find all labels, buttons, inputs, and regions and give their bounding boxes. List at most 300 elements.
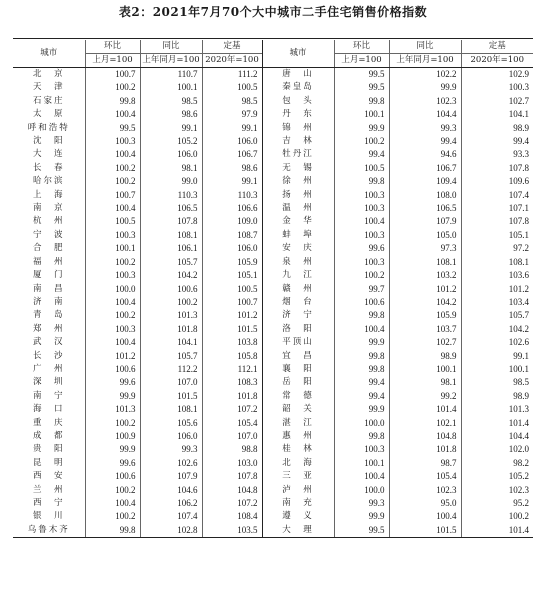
left-mom-cell: 100.4 xyxy=(85,148,140,161)
right-mom-cell: 99.8 xyxy=(334,430,389,443)
table-row xyxy=(13,148,533,161)
header-base-sub-right: 2020年=100 xyxy=(461,54,533,68)
table-row xyxy=(13,376,533,389)
left-mom-cell: 99.5 xyxy=(85,122,140,135)
right-base-cell: 99.1 xyxy=(461,350,533,363)
right-mom-cell: 100.2 xyxy=(334,135,389,148)
right-city-cell: 锦 州 xyxy=(262,122,334,135)
right-yoy-cell: 103.2 xyxy=(389,269,461,282)
left-yoy-cell: 102.8 xyxy=(140,524,202,537)
left-mom-cell: 100.2 xyxy=(85,81,140,94)
right-city-cell: 北 海 xyxy=(262,457,334,470)
left-mom-cell: 100.4 xyxy=(85,497,140,510)
right-yoy-cell: 94.6 xyxy=(389,148,461,161)
right-yoy-cell: 104.4 xyxy=(389,108,461,121)
left-yoy-cell: 101.5 xyxy=(140,390,202,403)
table-row xyxy=(13,350,533,363)
right-mom-cell: 100.4 xyxy=(334,323,389,336)
left-yoy-cell: 106.0 xyxy=(140,430,202,443)
right-city-cell: 宜 昌 xyxy=(262,350,334,363)
left-mom-cell: 100.7 xyxy=(85,68,140,82)
left-yoy-cell: 106.2 xyxy=(140,497,202,510)
left-base-cell: 106.0 xyxy=(202,135,262,148)
right-base-cell: 107.4 xyxy=(461,189,533,202)
table-row xyxy=(13,269,533,282)
header-base-sub-left: 2020年=100 xyxy=(202,54,262,68)
left-city-cell: 银 川 xyxy=(32,511,65,522)
left-base-cell: 100.5 xyxy=(202,283,262,296)
left-base-cell: 105.9 xyxy=(202,256,262,269)
left-city-cell: 西 宁 xyxy=(32,498,65,508)
left-yoy-cell: 105.2 xyxy=(140,135,202,148)
right-mom-cell: 100.3 xyxy=(334,229,389,242)
left-base-cell: 99.1 xyxy=(202,122,262,135)
left-city-cell: 厦 门 xyxy=(32,270,65,281)
right-base-cell: 100.2 xyxy=(461,510,533,523)
right-base-cell: 101.4 xyxy=(461,417,533,430)
right-mom-cell: 100.3 xyxy=(334,256,389,269)
left-city-cell: 合 肥 xyxy=(32,243,65,254)
left-city-cell: 南 昌 xyxy=(32,283,65,294)
left-yoy-cell: 100.6 xyxy=(140,283,202,296)
right-city-cell: 包 头 xyxy=(262,95,334,108)
right-mom-cell: 99.6 xyxy=(334,242,389,255)
left-city-cell: 石家庄 xyxy=(32,95,65,106)
right-base-cell: 107.1 xyxy=(461,202,533,215)
right-mom-cell: 99.4 xyxy=(334,390,389,403)
left-city-cell: 重 庆 xyxy=(32,417,65,428)
left-city-cell: 福 州 xyxy=(32,256,65,267)
right-yoy-cell: 101.5 xyxy=(389,524,461,537)
right-mom-cell: 100.2 xyxy=(334,269,389,282)
left-city-cell: 深 圳 xyxy=(32,377,65,388)
table-row xyxy=(13,122,533,135)
right-base-cell: 102.0 xyxy=(461,443,533,456)
left-city-cell: 呼和浩特 xyxy=(27,122,70,133)
table-row xyxy=(13,68,533,82)
left-yoy-cell: 99.1 xyxy=(140,122,202,135)
table-bottom-rule xyxy=(13,537,533,538)
left-city-cell: 昆 明 xyxy=(32,457,65,468)
right-mom-cell: 99.8 xyxy=(334,95,389,108)
left-city-cell: 杭 州 xyxy=(32,216,65,227)
left-base-cell: 101.5 xyxy=(202,323,262,336)
right-base-cell: 104.1 xyxy=(461,108,533,121)
left-mom-cell: 100.3 xyxy=(85,323,140,336)
right-mom-cell: 99.8 xyxy=(334,175,389,188)
left-city-cell: 沈 阳 xyxy=(32,136,65,147)
left-yoy-cell: 101.8 xyxy=(140,323,202,336)
right-city-cell: 徐 州 xyxy=(262,175,334,188)
left-yoy-cell: 105.6 xyxy=(140,417,202,430)
left-yoy-cell: 105.7 xyxy=(140,350,202,363)
left-base-cell: 103.5 xyxy=(202,524,262,537)
right-mom-cell: 100.1 xyxy=(334,108,389,121)
left-yoy-cell: 112.2 xyxy=(140,363,202,376)
right-city-cell: 南 充 xyxy=(262,497,334,510)
right-mom-cell: 99.9 xyxy=(334,510,389,523)
right-city-cell: 蚌 埠 xyxy=(262,229,334,242)
left-mom-cell: 100.2 xyxy=(85,510,140,523)
left-city-cell: 兰 州 xyxy=(32,484,65,495)
left-yoy-cell: 107.4 xyxy=(140,510,202,523)
left-city-cell: 哈尔滨 xyxy=(32,176,65,187)
right-yoy-cell: 100.4 xyxy=(389,510,461,523)
right-city-cell: 唐 山 xyxy=(262,68,334,82)
right-yoy-cell: 104.8 xyxy=(389,430,461,443)
right-city-cell: 烟 台 xyxy=(262,296,334,309)
left-yoy-cell: 107.0 xyxy=(140,376,202,389)
right-base-cell: 95.2 xyxy=(461,497,533,510)
left-yoy-cell: 104.2 xyxy=(140,269,202,282)
left-mom-cell: 100.3 xyxy=(85,269,140,282)
left-mom-cell: 100.7 xyxy=(85,189,140,202)
right-base-cell: 103.6 xyxy=(461,269,533,282)
table-row xyxy=(13,417,533,430)
right-base-cell: 105.2 xyxy=(461,470,533,483)
table-row xyxy=(13,108,533,121)
left-base-cell: 109.0 xyxy=(202,215,262,228)
table-row xyxy=(13,510,533,523)
right-mom-cell: 99.3 xyxy=(334,497,389,510)
left-mom-cell: 100.9 xyxy=(85,430,140,443)
header-yoy-sub-right: 上年同月=100 xyxy=(389,54,461,68)
table-row xyxy=(13,95,533,108)
right-yoy-cell: 100.1 xyxy=(389,363,461,376)
table-row xyxy=(13,524,533,537)
right-mom-cell: 99.4 xyxy=(334,148,389,161)
left-city-cell: 海 口 xyxy=(32,404,65,415)
table-row xyxy=(13,283,533,296)
left-mom-cell: 100.2 xyxy=(85,484,140,497)
left-mom-cell: 100.4 xyxy=(85,336,140,349)
left-yoy-cell: 110.7 xyxy=(140,68,202,82)
left-base-cell: 97.9 xyxy=(202,108,262,121)
left-mom-cell: 100.5 xyxy=(85,215,140,228)
right-mom-cell: 99.5 xyxy=(334,68,389,82)
left-city-cell: 济 南 xyxy=(32,296,65,307)
right-mom-cell: 100.3 xyxy=(334,189,389,202)
left-mom-cell: 100.2 xyxy=(85,256,140,269)
left-base-cell: 107.0 xyxy=(202,430,262,443)
left-city-cell: 长 沙 xyxy=(32,350,65,361)
left-base-cell: 106.7 xyxy=(202,148,262,161)
left-mom-cell: 99.8 xyxy=(85,95,140,108)
right-base-cell: 104.2 xyxy=(461,323,533,336)
left-city-cell: 宁 波 xyxy=(32,229,65,240)
right-base-cell: 101.3 xyxy=(461,403,533,416)
left-base-cell: 103.8 xyxy=(202,336,262,349)
left-yoy-cell: 98.6 xyxy=(140,108,202,121)
right-city-cell: 遵 义 xyxy=(262,510,334,523)
right-base-cell: 103.4 xyxy=(461,296,533,309)
header-city-left: 城市 xyxy=(13,40,85,68)
table-row xyxy=(13,443,533,456)
right-base-cell: 102.7 xyxy=(461,95,533,108)
left-base-cell: 104.8 xyxy=(202,484,262,497)
right-mom-cell: 99.9 xyxy=(334,336,389,349)
right-base-cell: 102.9 xyxy=(461,68,533,82)
left-yoy-cell: 98.5 xyxy=(140,95,202,108)
right-city-cell: 泸 州 xyxy=(262,484,334,497)
left-base-cell: 106.0 xyxy=(202,242,262,255)
table-row xyxy=(13,229,533,242)
left-yoy-cell: 102.6 xyxy=(140,457,202,470)
right-city-cell: 温 州 xyxy=(262,202,334,215)
left-yoy-cell: 108.1 xyxy=(140,229,202,242)
right-mom-cell: 100.0 xyxy=(334,417,389,430)
left-base-cell: 98.8 xyxy=(202,443,262,456)
header-mom-right: 环比 xyxy=(334,40,389,54)
right-city-cell: 常 德 xyxy=(262,390,334,403)
right-city-cell: 无 锡 xyxy=(262,162,334,175)
right-city-cell: 九 江 xyxy=(262,269,334,282)
table-row xyxy=(13,81,533,94)
left-city-cell: 天 津 xyxy=(32,82,65,93)
left-base-cell: 98.5 xyxy=(202,95,262,108)
left-base-cell: 101.8 xyxy=(202,390,262,403)
right-city-cell: 安 庆 xyxy=(262,242,334,255)
left-city-cell: 长 春 xyxy=(32,162,65,173)
left-mom-cell: 99.6 xyxy=(85,376,140,389)
right-base-cell: 100.3 xyxy=(461,81,533,94)
left-mom-cell: 100.4 xyxy=(85,202,140,215)
left-base-cell: 107.2 xyxy=(202,403,262,416)
header-yoy-sub-left: 上年同月=100 xyxy=(140,54,202,68)
left-city-cell: 武 汉 xyxy=(32,337,65,348)
right-city-cell: 泉 州 xyxy=(262,256,334,269)
table-row xyxy=(13,202,533,215)
header-base-left: 定基 xyxy=(202,40,262,54)
right-base-cell: 105.1 xyxy=(461,229,533,242)
left-base-cell: 105.1 xyxy=(202,269,262,282)
left-base-cell: 111.2 xyxy=(202,68,262,82)
left-city-cell: 广 州 xyxy=(32,363,65,374)
table-row xyxy=(13,363,533,376)
left-yoy-cell: 110.3 xyxy=(140,189,202,202)
left-base-cell: 98.6 xyxy=(202,162,262,175)
right-mom-cell: 100.6 xyxy=(334,296,389,309)
right-base-cell: 102.6 xyxy=(461,336,533,349)
left-base-cell: 100.7 xyxy=(202,296,262,309)
right-yoy-cell: 95.0 xyxy=(389,497,461,510)
left-city-cell: 贵 阳 xyxy=(32,444,65,455)
left-base-cell: 105.8 xyxy=(202,350,262,363)
table-row xyxy=(13,323,533,336)
header-yoy-right: 同比 xyxy=(389,40,461,54)
left-city-cell: 太 原 xyxy=(32,109,65,120)
left-city-cell: 南 宁 xyxy=(32,390,65,401)
right-base-cell: 102.3 xyxy=(461,484,533,497)
right-base-cell: 108.1 xyxy=(461,256,533,269)
left-mom-cell: 99.6 xyxy=(85,457,140,470)
left-mom-cell: 100.4 xyxy=(85,296,140,309)
header-base-right: 定基 xyxy=(461,40,533,54)
right-base-cell: 105.7 xyxy=(461,309,533,322)
left-city-cell: 成 都 xyxy=(32,430,65,441)
left-base-cell: 103.0 xyxy=(202,457,262,470)
left-base-cell: 107.2 xyxy=(202,497,262,510)
left-mom-cell: 100.6 xyxy=(85,470,140,483)
right-base-cell: 100.1 xyxy=(461,363,533,376)
right-mom-cell: 100.3 xyxy=(334,443,389,456)
table-row xyxy=(13,484,533,497)
table-row xyxy=(13,403,533,416)
right-city-cell: 湛 江 xyxy=(262,417,334,430)
table-top-rule xyxy=(13,38,533,39)
right-yoy-cell: 98.7 xyxy=(389,457,461,470)
right-base-cell: 109.6 xyxy=(461,175,533,188)
left-mom-cell: 100.1 xyxy=(85,242,140,255)
right-base-cell: 98.9 xyxy=(461,122,533,135)
right-base-cell: 107.8 xyxy=(461,162,533,175)
right-city-cell: 丹 东 xyxy=(262,108,334,121)
right-mom-cell: 99.7 xyxy=(334,283,389,296)
right-mom-cell: 99.5 xyxy=(334,524,389,537)
left-mom-cell: 100.3 xyxy=(85,229,140,242)
right-yoy-cell: 105.9 xyxy=(389,309,461,322)
right-base-cell: 101.2 xyxy=(461,283,533,296)
right-mom-cell: 99.8 xyxy=(334,309,389,322)
table-row xyxy=(13,215,533,228)
header-mom-left: 环比 xyxy=(85,40,140,54)
right-yoy-cell: 99.3 xyxy=(389,122,461,135)
table-row xyxy=(13,175,533,188)
right-base-cell: 104.4 xyxy=(461,430,533,443)
header-city-right: 城市 xyxy=(262,40,334,68)
table-row xyxy=(13,242,533,255)
left-yoy-cell: 99.3 xyxy=(140,443,202,456)
left-mom-cell: 99.8 xyxy=(85,524,140,537)
right-city-cell: 岳 阳 xyxy=(262,376,334,389)
right-yoy-cell: 98.9 xyxy=(389,350,461,363)
right-mom-cell: 100.4 xyxy=(334,215,389,228)
right-yoy-cell: 99.4 xyxy=(389,135,461,148)
right-city-cell: 大 理 xyxy=(262,524,334,537)
right-yoy-cell: 105.4 xyxy=(389,470,461,483)
right-city-cell: 济 宁 xyxy=(262,309,334,322)
table-row xyxy=(13,189,533,202)
right-yoy-cell: 102.1 xyxy=(389,417,461,430)
right-mom-cell: 100.3 xyxy=(334,202,389,215)
left-mom-cell: 100.2 xyxy=(85,417,140,430)
right-yoy-cell: 103.7 xyxy=(389,323,461,336)
right-mom-cell: 100.5 xyxy=(334,162,389,175)
right-city-cell: 赣 州 xyxy=(262,283,334,296)
left-city-cell: 南 京 xyxy=(32,203,65,214)
right-yoy-cell: 102.2 xyxy=(389,68,461,82)
right-yoy-cell: 102.3 xyxy=(389,484,461,497)
left-base-cell: 107.8 xyxy=(202,470,262,483)
left-yoy-cell: 98.1 xyxy=(140,162,202,175)
header-mom-sub-left: 上月=100 xyxy=(85,54,140,68)
left-base-cell: 108.4 xyxy=(202,510,262,523)
right-mom-cell: 99.9 xyxy=(334,403,389,416)
right-mom-cell: 99.8 xyxy=(334,350,389,363)
right-yoy-cell: 104.2 xyxy=(389,296,461,309)
right-yoy-cell: 101.2 xyxy=(389,283,461,296)
right-city-cell: 秦皇岛 xyxy=(262,81,334,94)
left-yoy-cell: 100.1 xyxy=(140,81,202,94)
right-base-cell: 97.2 xyxy=(461,242,533,255)
left-mom-cell: 101.2 xyxy=(85,350,140,363)
right-yoy-cell: 99.9 xyxy=(389,81,461,94)
right-city-cell: 牡丹江 xyxy=(262,148,334,161)
right-yoy-cell: 109.4 xyxy=(389,175,461,188)
header-yoy-left: 同比 xyxy=(140,40,202,54)
table-body xyxy=(13,68,533,538)
right-mom-cell: 100.0 xyxy=(334,484,389,497)
left-base-cell: 110.3 xyxy=(202,189,262,202)
left-yoy-cell: 105.7 xyxy=(140,256,202,269)
right-yoy-cell: 98.1 xyxy=(389,376,461,389)
right-mom-cell: 99.8 xyxy=(334,363,389,376)
left-yoy-cell: 107.8 xyxy=(140,215,202,228)
table-row xyxy=(13,430,533,443)
left-base-cell: 105.4 xyxy=(202,417,262,430)
table-row xyxy=(13,457,533,470)
left-base-cell: 108.7 xyxy=(202,229,262,242)
right-mom-cell: 99.5 xyxy=(334,81,389,94)
left-city-cell: 郑 州 xyxy=(32,323,65,334)
left-yoy-cell: 106.0 xyxy=(140,148,202,161)
table-row xyxy=(13,309,533,322)
right-mom-cell: 100.1 xyxy=(334,457,389,470)
left-yoy-cell: 101.3 xyxy=(140,309,202,322)
right-city-cell: 吉 林 xyxy=(262,135,334,148)
right-city-cell: 平顶山 xyxy=(262,336,334,349)
table-row xyxy=(13,256,533,269)
left-city-cell: 西 安 xyxy=(32,471,65,482)
table-row xyxy=(13,135,533,148)
right-yoy-cell: 102.7 xyxy=(389,336,461,349)
right-base-cell: 107.8 xyxy=(461,215,533,228)
table-row xyxy=(13,390,533,403)
right-yoy-cell: 101.4 xyxy=(389,403,461,416)
left-mom-cell: 100.2 xyxy=(85,309,140,322)
left-city-cell: 乌鲁木齐 xyxy=(27,524,70,535)
left-base-cell: 112.1 xyxy=(202,363,262,376)
right-yoy-cell: 107.9 xyxy=(389,215,461,228)
right-yoy-cell: 101.8 xyxy=(389,443,461,456)
right-yoy-cell: 108.0 xyxy=(389,189,461,202)
right-base-cell: 98.2 xyxy=(461,457,533,470)
left-base-cell: 99.1 xyxy=(202,175,262,188)
left-base-cell: 101.2 xyxy=(202,309,262,322)
right-mom-cell: 99.4 xyxy=(334,376,389,389)
left-mom-cell: 99.9 xyxy=(85,443,140,456)
left-yoy-cell: 106.5 xyxy=(140,202,202,215)
right-city-cell: 桂 林 xyxy=(262,443,334,456)
left-mom-cell: 100.2 xyxy=(85,162,140,175)
left-mom-cell: 101.3 xyxy=(85,403,140,416)
right-base-cell: 101.4 xyxy=(461,524,533,537)
right-city-cell: 惠 州 xyxy=(262,430,334,443)
table-row xyxy=(13,296,533,309)
table-row xyxy=(13,162,533,175)
right-mom-cell: 100.4 xyxy=(334,470,389,483)
left-base-cell: 106.6 xyxy=(202,202,262,215)
table-row xyxy=(13,336,533,349)
right-yoy-cell: 102.3 xyxy=(389,95,461,108)
right-mom-cell: 99.9 xyxy=(334,122,389,135)
left-city-cell: 大 连 xyxy=(32,149,65,160)
right-base-cell: 98.9 xyxy=(461,390,533,403)
right-city-cell: 洛 阳 xyxy=(262,323,334,336)
left-mom-cell: 99.9 xyxy=(85,390,140,403)
right-city-cell: 襄 阳 xyxy=(262,363,334,376)
left-mom-cell: 100.4 xyxy=(85,108,140,121)
